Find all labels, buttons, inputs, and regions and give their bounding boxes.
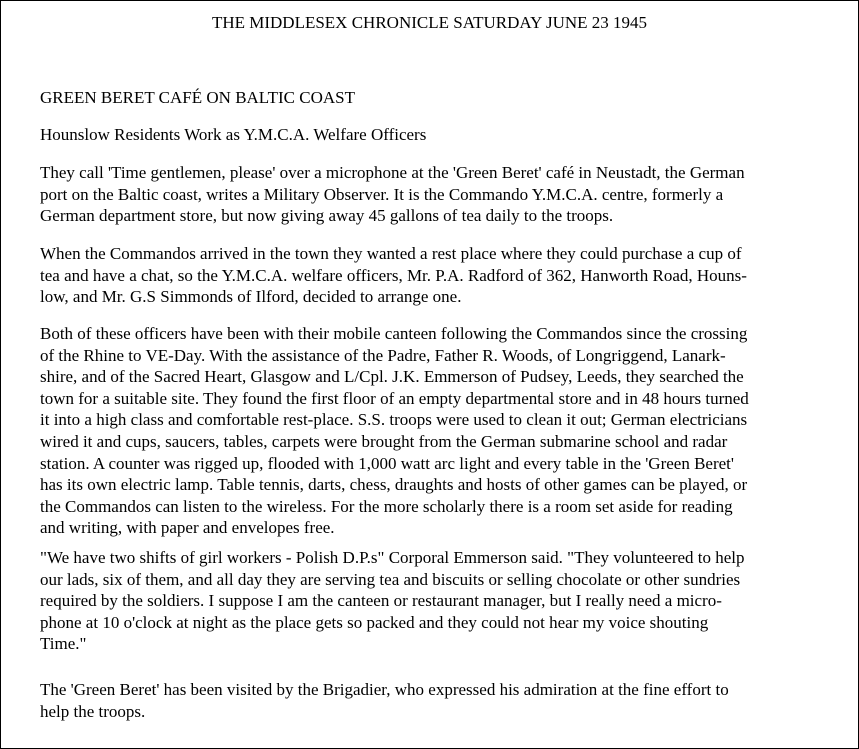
paragraph-line: tea and have a chat, so the Y.M.C.A. welfare officers, Mr. P.A. Radford of 362, Hanworth Road, Houns- xyxy=(40,265,747,285)
paragraph-line: "We have two shifts of girl workers - Polish D.P.s" Corporal Emmerson said. "They volunteered to help xyxy=(40,548,745,567)
paragraph-line: town for a suitable site. They found the first floor of an empty departmental store and in 48 hours turned xyxy=(40,388,749,408)
article-paragraph-2 xyxy=(40,243,840,308)
paragraph-line: Both of these officers have been with their mobile canteen following the Commandos since the crossing xyxy=(40,324,748,343)
paragraph-line: station. A counter was rigged up, flooded with 1,000 watt arc light and every table in the 'Green Beret' xyxy=(40,453,734,473)
paragraph-line: and writing, with paper and envelopes free. xyxy=(40,518,335,538)
article-paragraph-4 xyxy=(40,547,840,655)
paragraph-line: They call 'Time gentlemen, please' over a microphone at the 'Green Beret' café in Neustadt, the German xyxy=(40,163,745,182)
paragraph-line: it into a high class and comfortable rest-place. S.S. troops were used to clean it out; German electricians xyxy=(40,410,748,430)
paragraph-line: help the troops. xyxy=(40,701,146,721)
paragraph-line: shire, and of the Sacred Heart, Glasgow and L/Cpl. J.K. Emmerson of Pudsey, Leeds, they searched the xyxy=(40,367,744,387)
paragraph-line: phone at 10 o'clock at night as the place gets so packed and they could not hear my voice shouting xyxy=(40,612,709,632)
article-paragraph-5 xyxy=(40,679,840,722)
paragraph-line: has its own electric lamp. Table tennis, darts, chess, draughts and hosts of other games can be played, or xyxy=(40,475,748,495)
paragraph-line: The 'Green Beret' has been visited by the Brigadier, who expressed his admiration at the fine effort to xyxy=(40,680,729,699)
paragraph-line: Time." xyxy=(40,634,87,654)
paragraph-line: port on the Baltic coast, writes a Military Observer. It is the Commando Y.M.C.A. centre, formerly a xyxy=(40,184,724,204)
paragraph-line: low, and Mr. G.S Simmonds of Ilford, decided to arrange one. xyxy=(40,287,462,307)
paragraph-line: required by the soldiers. I suppose I am the canteen or restaurant manager, but I really need a micro- xyxy=(40,591,722,611)
paragraph-line: of the Rhine to VE-Day. With the assistance of the Padre, Father R. Woods, of Longriggend, Lanark- xyxy=(40,345,726,365)
article-paragraph-1 xyxy=(40,162,840,227)
article-subheadline: Hounslow Residents Work as Y.M.C.A. Welfare Officers xyxy=(40,125,427,144)
article-headline: GREEN BERET CAFÉ ON BALTIC COAST xyxy=(40,88,355,107)
paragraph-line: our lads, six of them, and all day they are serving tea and biscuits or selling chocolate or other sundries xyxy=(40,569,741,589)
paragraph-line: wired it and cups, saucers, tables, carpets were brought from the German submarine school and radar xyxy=(40,431,728,451)
paragraph-line: German department store, but now giving away 45 gallons of tea daily to the troops. xyxy=(40,206,614,226)
paragraph-line: When the Commandos arrived in the town they wanted a rest place where they could purchase a cup of xyxy=(40,244,742,263)
paragraph-line: the Commandos can listen to the wireless. For the more scholarly there is a room set aside for reading xyxy=(40,496,733,516)
newspaper-masthead: THE MIDDLESEX CHRONICLE SATURDAY JUNE 23 1945 xyxy=(211,13,648,32)
article-paragraph-3 xyxy=(40,323,840,539)
